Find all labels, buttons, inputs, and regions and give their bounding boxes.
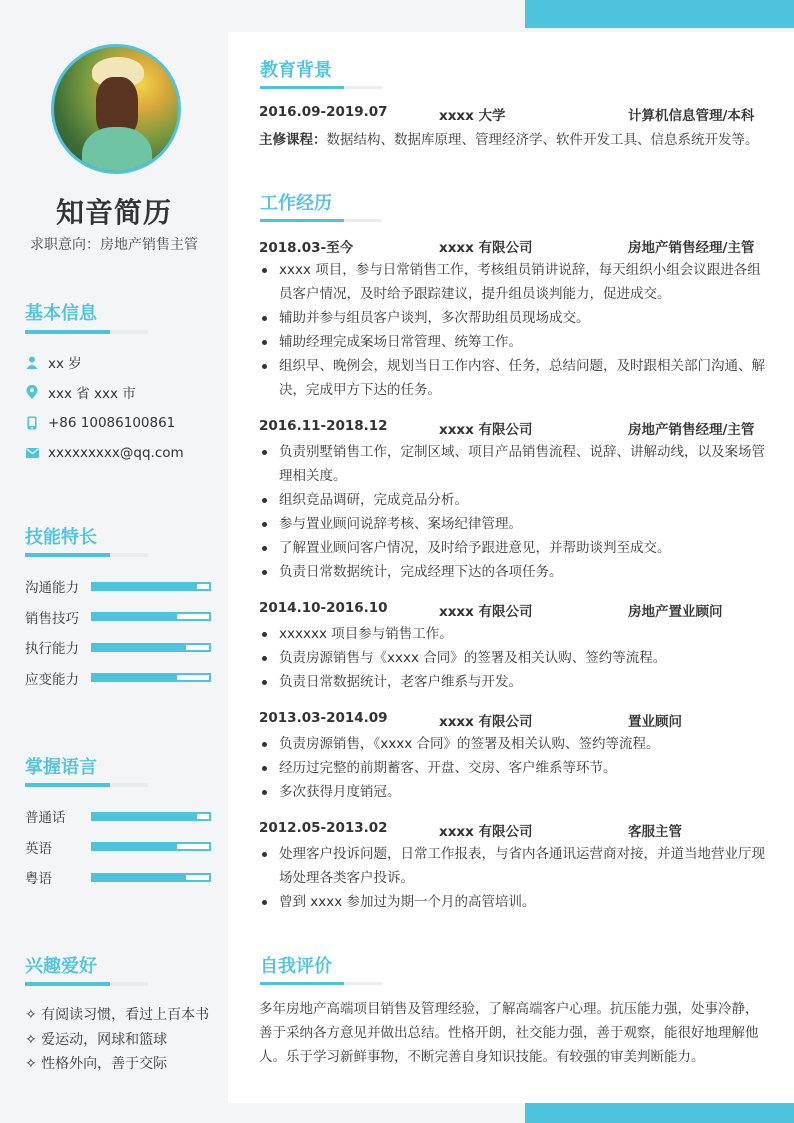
job-period: 2016.11-2018.12 — [259, 418, 388, 434]
languages-title: 掌握语言 — [25, 757, 97, 778]
list-item: 组织早、晚例会，规划当日工作内容、任务，总结问题，及时跟相关部门沟通、解决，完成甲方下达的任务。 — [259, 354, 769, 402]
info-phone: +86 10086100861 — [25, 413, 175, 433]
language-level-fill — [93, 814, 197, 819]
work-title: 工作经历 — [260, 193, 332, 214]
job-role: 客服主管 — [628, 824, 682, 840]
skills-underline — [25, 553, 148, 557]
skill-level-bar — [91, 643, 211, 652]
person-icon — [25, 355, 39, 369]
job-bullets — [259, 622, 769, 694]
hobby-item: ✧ 有阅读习惯，看过上百本书 — [25, 1007, 210, 1023]
job-intent: 求职意向：房地产销售主管 — [30, 237, 198, 253]
job-role: 房地产置业顾问 — [628, 604, 723, 620]
info-age: xx 岁 — [25, 352, 82, 372]
education-school: xxxx 大学 — [439, 108, 506, 124]
skill-level-fill — [93, 614, 177, 619]
job-company: xxxx 有限公司 — [439, 240, 533, 256]
job-company: xxxx 有限公司 — [439, 422, 533, 438]
job-bullets — [259, 258, 769, 402]
language-row — [25, 867, 215, 887]
job-header — [259, 600, 779, 620]
basic-info-underline — [25, 330, 148, 334]
info-location: xxx 省 xxx 市 — [25, 382, 136, 402]
main-content — [228, 32, 794, 1103]
basic-info-title: 基本信息 — [25, 303, 97, 324]
job-period: 2013.03-2014.09 — [259, 710, 388, 726]
list-item: 参与置业顾问说辞考核、案场纪律管理。 — [259, 512, 769, 536]
list-item: 组织竞品调研，完成竞品分析。 — [259, 488, 769, 512]
job-period: 2012.05-2013.02 — [259, 820, 388, 836]
hobby-item: ✧ 爱运动，网球和篮球 — [25, 1032, 168, 1048]
skill-row — [25, 668, 215, 688]
education-major: 计算机信息管理/本科 — [628, 108, 755, 124]
skill-row — [25, 576, 215, 596]
skill-level-fill — [93, 675, 177, 680]
skill-label: 销售技巧 — [25, 610, 79, 627]
list-item: 负责房源销售，《xxxx 合同》的签署及相关认购、签约等流程。 — [259, 732, 769, 756]
language-level-bar — [91, 873, 211, 882]
skill-label: 应变能力 — [25, 671, 79, 688]
language-label: 普通话 — [25, 810, 66, 826]
skill-level-bar — [91, 582, 211, 591]
job-bullets — [259, 842, 769, 914]
info-email: xxxxxxxxx@qq.com — [25, 443, 184, 463]
work-underline — [260, 219, 382, 222]
job-company: xxxx 有限公司 — [439, 824, 533, 840]
job-period: 2014.10-2016.10 — [259, 600, 388, 616]
top-accent-bar — [525, 0, 794, 28]
self-eval-title: 自我评价 — [260, 956, 332, 977]
list-item: 负责日常数据统计，老客户维系与开发。 — [259, 670, 769, 694]
job-header — [259, 418, 779, 438]
language-label: 粤语 — [25, 871, 52, 887]
job-role: 房地产销售经理/主管 — [628, 240, 755, 256]
education-title: 教育背景 — [260, 60, 332, 81]
language-level-fill — [93, 875, 186, 880]
list-item: 曾到 xxxx 参加过为期一个月的高管培训。 — [259, 890, 769, 914]
phone-icon — [25, 416, 39, 430]
skill-level-fill — [93, 645, 186, 650]
list-item: 负责日常数据统计，完成经理下达的各项任务。 — [259, 560, 769, 584]
language-level-fill — [93, 844, 177, 849]
list-item: 辅助经理完成案场日常管理、统筹工作。 — [259, 330, 769, 354]
skills-title: 技能特长 — [25, 527, 97, 548]
language-label: 英语 — [25, 840, 52, 857]
list-item: 多次获得月度销冠。 — [259, 780, 769, 804]
avatar — [51, 44, 181, 174]
skill-level-bar — [91, 612, 211, 621]
language-row — [25, 837, 215, 857]
self-eval-text: 多年房地产高端项目销售及管理经验，了解高端客户心理。抗压能力强，处事冷静，善于采纳各方意见并做出总结。性格开朗，社交能力强，善于观察，能很好地理解他人。乐于学习新鲜事物，不断完善自身知识技能。有较强的审美判断能力。 — [259, 1001, 759, 1065]
education-courses — [259, 128, 759, 148]
skill-row — [25, 637, 215, 657]
candidate-name: 知音简历 — [55, 196, 172, 229]
education-header — [259, 104, 779, 124]
job-role: 置业顾问 — [628, 714, 682, 730]
list-item: 辅助并参与组员客户谈判，多次帮助组员现场成交。 — [259, 306, 769, 330]
skill-row — [25, 607, 215, 627]
hobby-item: ✧ 性格外向，善于交际 — [25, 1056, 168, 1072]
location-pin-icon — [25, 385, 39, 399]
list-item: 经历过完整的前期蓄客、开盘、交房、客户维系等环节。 — [259, 756, 769, 780]
list-item: xxxx 项目，参与日常销售工作，考核组员销讲说辞，每天组织小组会议跟进各组员客户情况，及时给予跟踪建议，提升组员谈判能力，促进成交。 — [259, 258, 769, 306]
sidebar — [0, 0, 228, 1123]
skill-label: 沟通能力 — [25, 580, 79, 596]
skill-level-fill — [93, 584, 197, 589]
skill-level-bar — [91, 673, 211, 682]
list-item: xxxxxx 项目参与销售工作。 — [259, 622, 769, 646]
education-underline — [260, 86, 382, 89]
job-company: xxxx 有限公司 — [439, 604, 533, 620]
hobbies-underline — [25, 982, 148, 986]
language-level-bar — [91, 812, 211, 821]
mail-icon — [25, 446, 39, 460]
job-header — [259, 820, 779, 840]
list-item: 负责房源销售与《xxxx 合同》的签署及相关认购、签约等流程。 — [259, 646, 769, 670]
list-item: 负责别墅销售工作，定制区域、项目产品销售流程、说辞、讲解动线，以及案场管理相关度。 — [259, 440, 769, 488]
language-level-bar — [91, 842, 211, 851]
job-header — [259, 236, 779, 256]
skill-label: 执行能力 — [25, 641, 79, 657]
job-bullets — [259, 440, 769, 584]
self-eval-underline — [260, 982, 382, 985]
job-role: 房地产销售经理/主管 — [628, 422, 755, 438]
courses-label: 主修课程： — [259, 132, 327, 148]
languages-underline — [25, 783, 148, 787]
list-item: 处理客户投诉问题，日常工作报表，与省内各通讯运营商对接，并道当地营业厅现场处理各类客户投诉。 — [259, 842, 769, 890]
education-period: 2016.09-2019.07 — [259, 104, 388, 120]
job-header — [259, 710, 779, 730]
hobbies-title: 兴趣爱好 — [25, 956, 97, 977]
job-company: xxxx 有限公司 — [439, 714, 533, 730]
courses-text: 数据结构、数据库原理、管理经济学、软件开发工具、信息系统开发等。 — [326, 132, 759, 148]
language-row — [25, 806, 215, 826]
list-item: 了解置业顾问客户情况，及时给予跟进意见，并帮助谈判至成交。 — [259, 536, 769, 560]
job-period: 2018.03-至今 — [259, 240, 354, 256]
job-bullets — [259, 732, 769, 804]
